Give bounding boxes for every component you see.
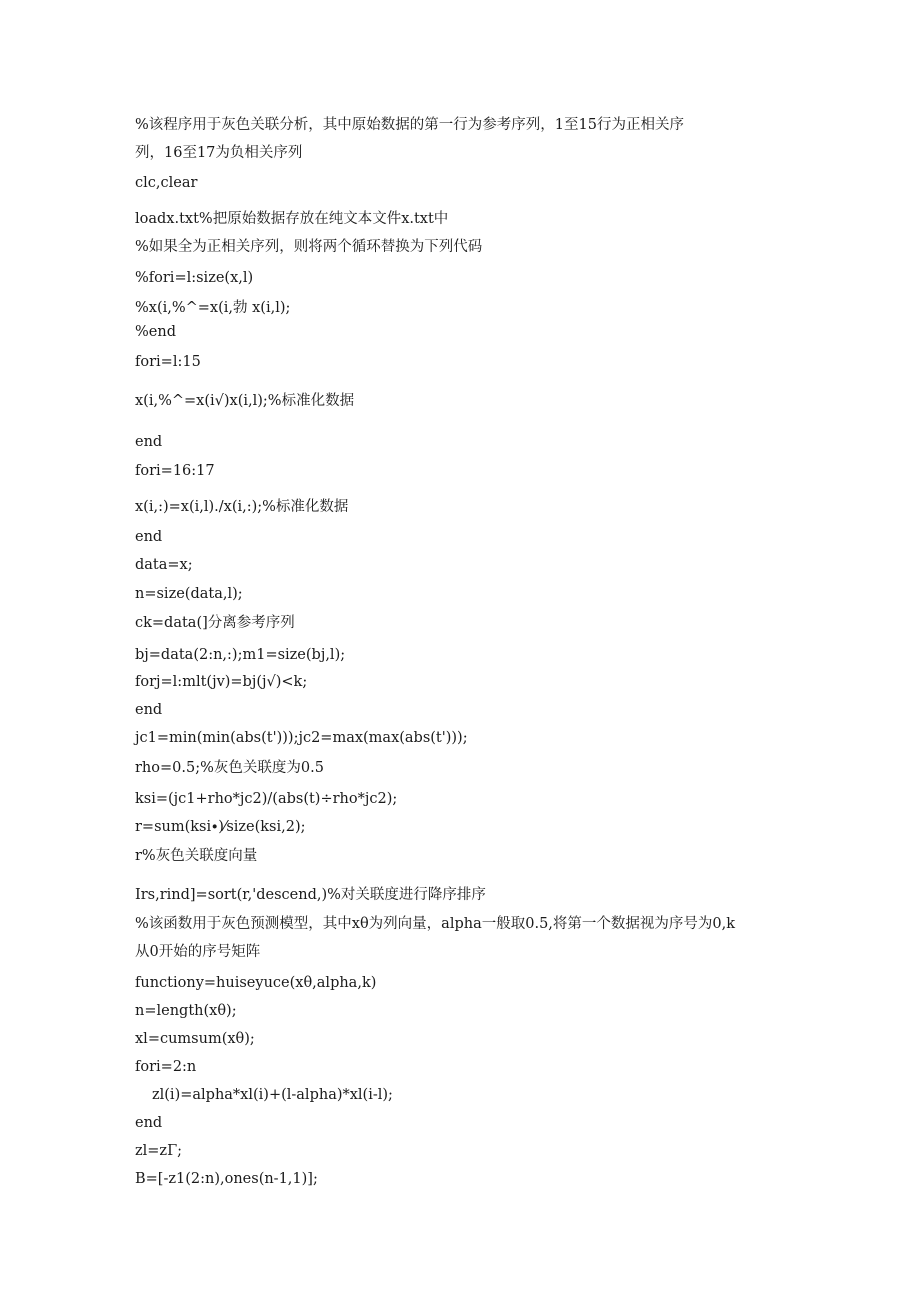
code-line: jc1=min(min(abs(t')));jc2=max(max(abs(t'))); bbox=[135, 730, 468, 746]
code-line: fori=16:17 bbox=[135, 463, 215, 479]
code-line: x(i,:)=x(i,l)./x(i,:);%标准化数据 bbox=[135, 499, 349, 515]
code-line: bj=data(2:n,:);m1=size(bj,l); bbox=[135, 647, 346, 663]
code-line: r=sum(ksi∙)⁄size(ksi,2); bbox=[135, 819, 306, 835]
comment-line: %该函数用于灰色预测模型，其中xθ为列向量，alpha一般取0.5,将第一个数据视为序号为0,k bbox=[135, 916, 736, 932]
code-line: forj=l:mlt(jv)=bj(j√)<k; bbox=[135, 674, 308, 690]
code-line: r%灰色关联度向量 bbox=[135, 848, 258, 864]
code-line: B=[-z1(2:n),ones(n-1,1)]; bbox=[135, 1171, 318, 1187]
code-line: %fori=l:size(x,l) bbox=[135, 270, 254, 286]
code-line: %x(i,%^=x(i,勃 x(i,l); bbox=[135, 300, 291, 316]
code-line: zl=zΓ; bbox=[135, 1143, 183, 1159]
comment-line: %该程序用于灰色关联分析，其中原始数据的第一行为参考序列，1至15行为正相关序 bbox=[135, 117, 684, 133]
code-line: loadx.txt%把原始数据存放在纯文本文件x.txt中 bbox=[135, 211, 449, 227]
code-line: functiony=huiseyuce(xθ,alpha,k) bbox=[135, 975, 377, 991]
code-line: xl=cumsum(xθ); bbox=[135, 1031, 255, 1047]
comment-line-continued: 从0开始的序号矩阵 bbox=[135, 944, 261, 960]
code-line: x(i,%^=x(i√)x(i,l);%标准化数据 bbox=[135, 393, 355, 409]
code-line: n=size(data,l); bbox=[135, 586, 243, 602]
code-line: fori=l:15 bbox=[135, 354, 201, 370]
code-line: end bbox=[135, 434, 163, 450]
code-line: rho=0.5;%灰色关联度为0.5 bbox=[135, 760, 324, 776]
comment-line: %如果全为正相关序列，则将两个循环替换为下列代码 bbox=[135, 239, 483, 255]
code-line: end bbox=[135, 1115, 163, 1131]
code-line: fori=2:n bbox=[135, 1059, 197, 1075]
code-line: Irs,rind]=sort(r,'descend,)%对关联度进行降序排序 bbox=[135, 887, 486, 903]
code-line: end bbox=[135, 529, 163, 545]
code-line: ksi=(jc1+rho*jc2)/(abs(t)÷rho*jc2); bbox=[135, 791, 398, 807]
code-line: end bbox=[135, 702, 163, 718]
code-line-indented: zl(i)=alpha*xl(i)+(l-alpha)*xl(i-l); bbox=[152, 1087, 393, 1103]
code-line: data=x; bbox=[135, 557, 193, 573]
code-line: n=length(xθ); bbox=[135, 1003, 237, 1019]
code-line: ck=data(]分离参考序列 bbox=[135, 615, 295, 631]
code-line: clc,clear bbox=[135, 175, 198, 191]
comment-line-continued: 列，16至17为负相关序列 bbox=[135, 145, 303, 161]
code-line: %end bbox=[135, 324, 176, 340]
